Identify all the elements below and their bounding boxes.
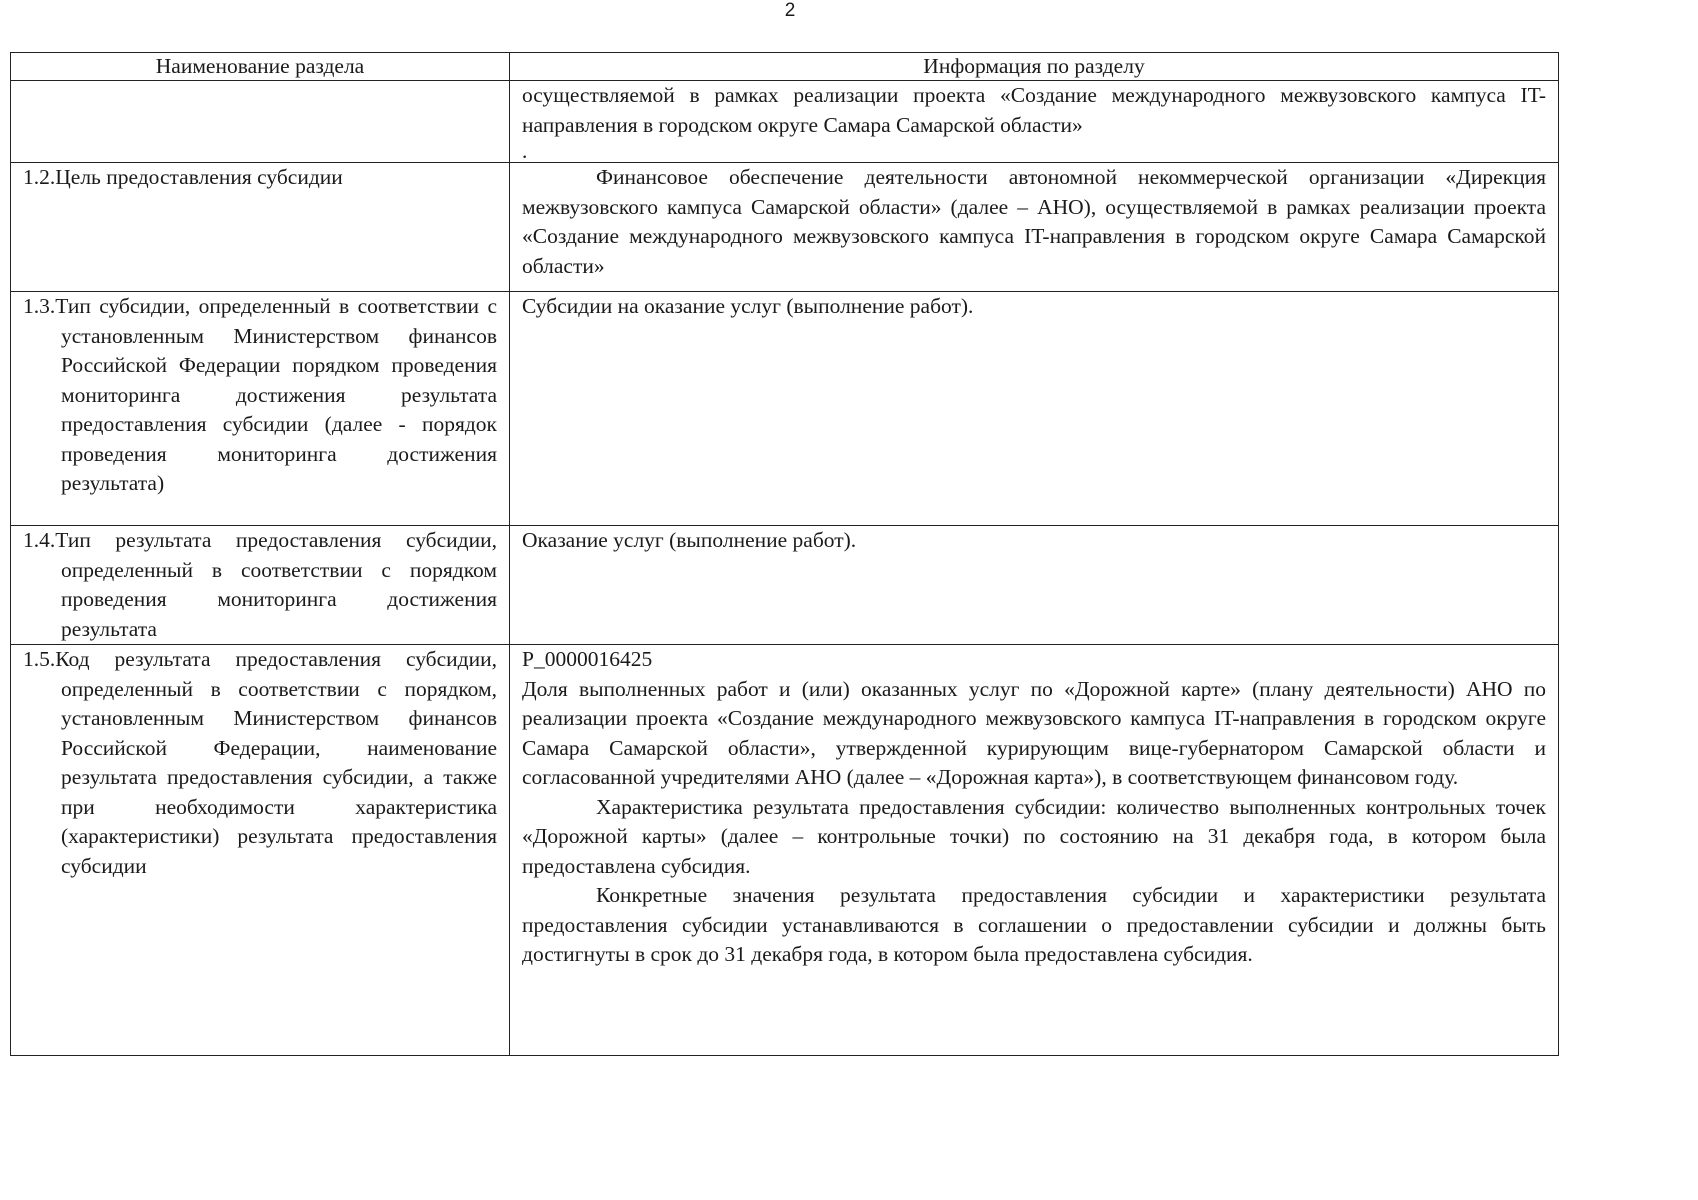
section-name-cell <box>11 645 510 1056</box>
info-paragraph: Финансовое обеспечение деятельности автономной некоммерческой организации «Дирекция межвузовского кампуса Самарской области» (далее – АНО), осуществляемой в рамках реализации проекта «Создание международного межвузовского кампуса IT-направления в городском округе Самара Самарской области» <box>522 165 1546 278</box>
table-row <box>11 645 1559 1056</box>
result-code: P_0000016425 <box>522 647 653 671</box>
section-name-text: 1.2.Цель предоставления субсидии <box>23 165 343 189</box>
table-header-row <box>11 53 1559 81</box>
section-name-cell <box>11 292 510 526</box>
section-name-cell <box>11 81 510 163</box>
section-info-cell <box>510 526 1559 645</box>
info-paragraph: Доля выполненных работ и (или) оказанных услуг по «Дорожной карте» (плану деятельности) АНО по реализации проекта «Создание международного межвузовского кампуса IT-направления в городском округе Самара Самарской области», утвержденной курирующим вице-губернатором Самарской области и согласованной учредителями АНО (далее – «Дорожная карта»), в соответствующем финансовом году. <box>522 676 1546 789</box>
section-info-cell <box>510 163 1559 292</box>
info-paragraph: Субсидии на оказание услуг (выполнение работ). <box>522 294 974 318</box>
header-section-info: Информация по разделу <box>510 53 1559 81</box>
section-info-cell <box>510 645 1559 1056</box>
section-info-cell <box>510 292 1559 526</box>
table-row <box>11 81 1559 163</box>
section-info-table <box>10 52 1559 1056</box>
table-row <box>11 163 1559 292</box>
info-paragraph: осуществляемой в рамках реализации проекта «Создание международного межвузовского кампуса IT-направления в городском округе Самара Самарской области» <box>522 83 1546 137</box>
section-name-text: 1.3.Тип субсидии, определенный в соответствии с установленным Министерством финансов Российской Федерации порядком проведения мониторинга достижения результата предоставления субсидии (далее - порядок проведения мониторинга достижения результата) <box>23 294 497 495</box>
info-paragraph: Характеристика результата предоставления субсидии: количество выполненных контрольных точек «Дорожной карты» (далее – контрольные точки) по состоянию на 31 декабря года, в котором была предоставлена субсидия. <box>522 794 1546 878</box>
section-name-cell <box>11 526 510 645</box>
header-section-name: Наименование раздела <box>11 53 510 81</box>
table-row <box>11 526 1559 645</box>
info-paragraph: . <box>522 139 528 163</box>
page-number: 2 <box>784 0 796 21</box>
table-row <box>11 292 1559 526</box>
section-name-text: 1.4.Тип результата предоставления субсидии, определенный в соответствии с порядком проведения мониторинга достижения результата <box>23 528 497 641</box>
section-name-text: 1.5.Код результата предоставления субсидии, определенный в соответствии с порядком, установленным Министерством финансов Российской Федерации, наименование результата предоставления субсидии, а также при необходимости характеристика (характеристики) результата предоставления субсидии <box>23 647 497 878</box>
section-name-cell <box>11 163 510 292</box>
section-info-cell <box>510 81 1559 163</box>
info-paragraph: Конкретные значения результата предоставления субсидии и характеристики результата предоставления субсидии устанавливаются в соглашении о предоставлении субсидии и должны быть достигнуты в срок до 31 декабря года, в котором была предоставлена субсидия. <box>522 883 1546 966</box>
info-paragraph: Оказание услуг (выполнение работ). <box>522 528 857 552</box>
